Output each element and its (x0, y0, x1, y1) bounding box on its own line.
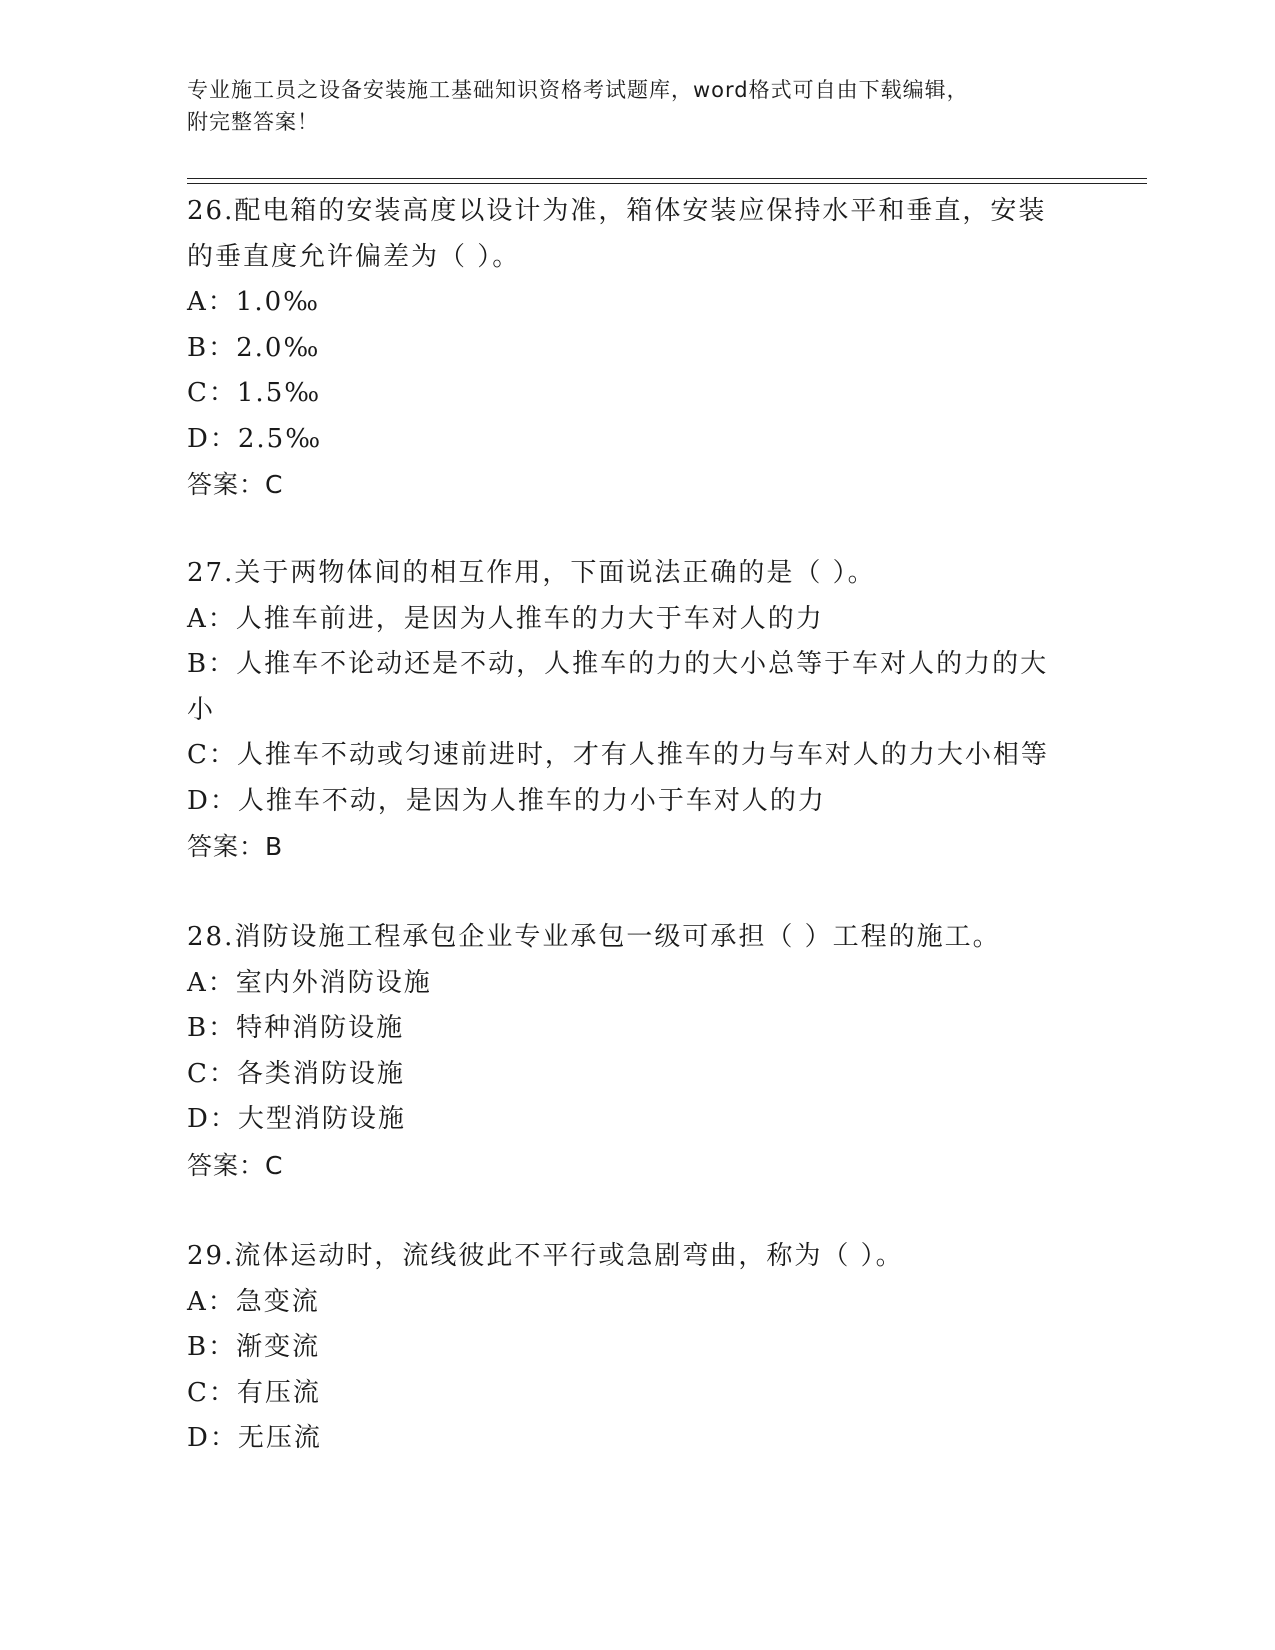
option-c: C：人推车不动或匀速前进时，才有人推车的力与车对人的力大小相等 (187, 740, 1049, 770)
document-header (187, 74, 1087, 138)
option-a: A：1.0‰ (187, 287, 321, 317)
option-c: C：1.5‰ (187, 378, 322, 408)
answer-label: 答案：C (187, 470, 284, 499)
option-b: B：特种消防设施 (187, 1013, 405, 1043)
question-28 (187, 915, 1067, 1188)
option-a: A：人推车前进，是因为人推车的力大于车对人的力 (187, 603, 824, 634)
question-stem: 27.关于两物体间的相互作用，下面说法正确的是（ ）。 (187, 558, 876, 588)
option-d: D：2.5‰ (187, 423, 323, 454)
header-line-2: 附完整答案！ (187, 110, 319, 134)
question-stem: 29.流体运动时，流线彼此不平行或急剧弯曲，称为（ ）。 (187, 1241, 904, 1271)
header-divider-top (187, 178, 1147, 179)
question-27 (187, 551, 1067, 870)
option-b: B：渐变流 (187, 1332, 321, 1362)
question-stem: 26.配电箱的安装高度以设计为准，箱体安装应保持水平和垂直，安装的垂直度允许偏差为（ ）。 (187, 196, 1047, 272)
option-d: D：无压流 (187, 1423, 322, 1453)
question-stem: 28.消防设施工程承包企业专业承包一级可承担（ ）工程的施工。 (187, 922, 1001, 952)
option-c: C：各类消防设施 (187, 1058, 405, 1089)
answer-label: 答案：B (187, 832, 284, 861)
question-26 (187, 189, 1067, 508)
option-a: A：急变流 (187, 1286, 320, 1317)
answer-label: 答案：C (187, 1150, 284, 1180)
header-line-1: 专业施工员之设备安装施工基础知识资格考试题库，word格式可自由下载编辑， (187, 78, 969, 102)
option-b: B：人推车不论动还是不动，人推车的力的大小总等于车对人的力的大小 (187, 649, 1049, 725)
option-a: A：室内外消防设施 (187, 967, 432, 998)
option-d: D：人推车不动，是因为人推车的力小于车对人的力 (187, 785, 826, 816)
question-29 (187, 1234, 1067, 1462)
option-c: C：有压流 (187, 1377, 321, 1408)
header-divider-bottom (187, 183, 1147, 184)
option-d: D：大型消防设施 (187, 1104, 406, 1134)
option-b: B：2.0‰ (187, 332, 321, 363)
